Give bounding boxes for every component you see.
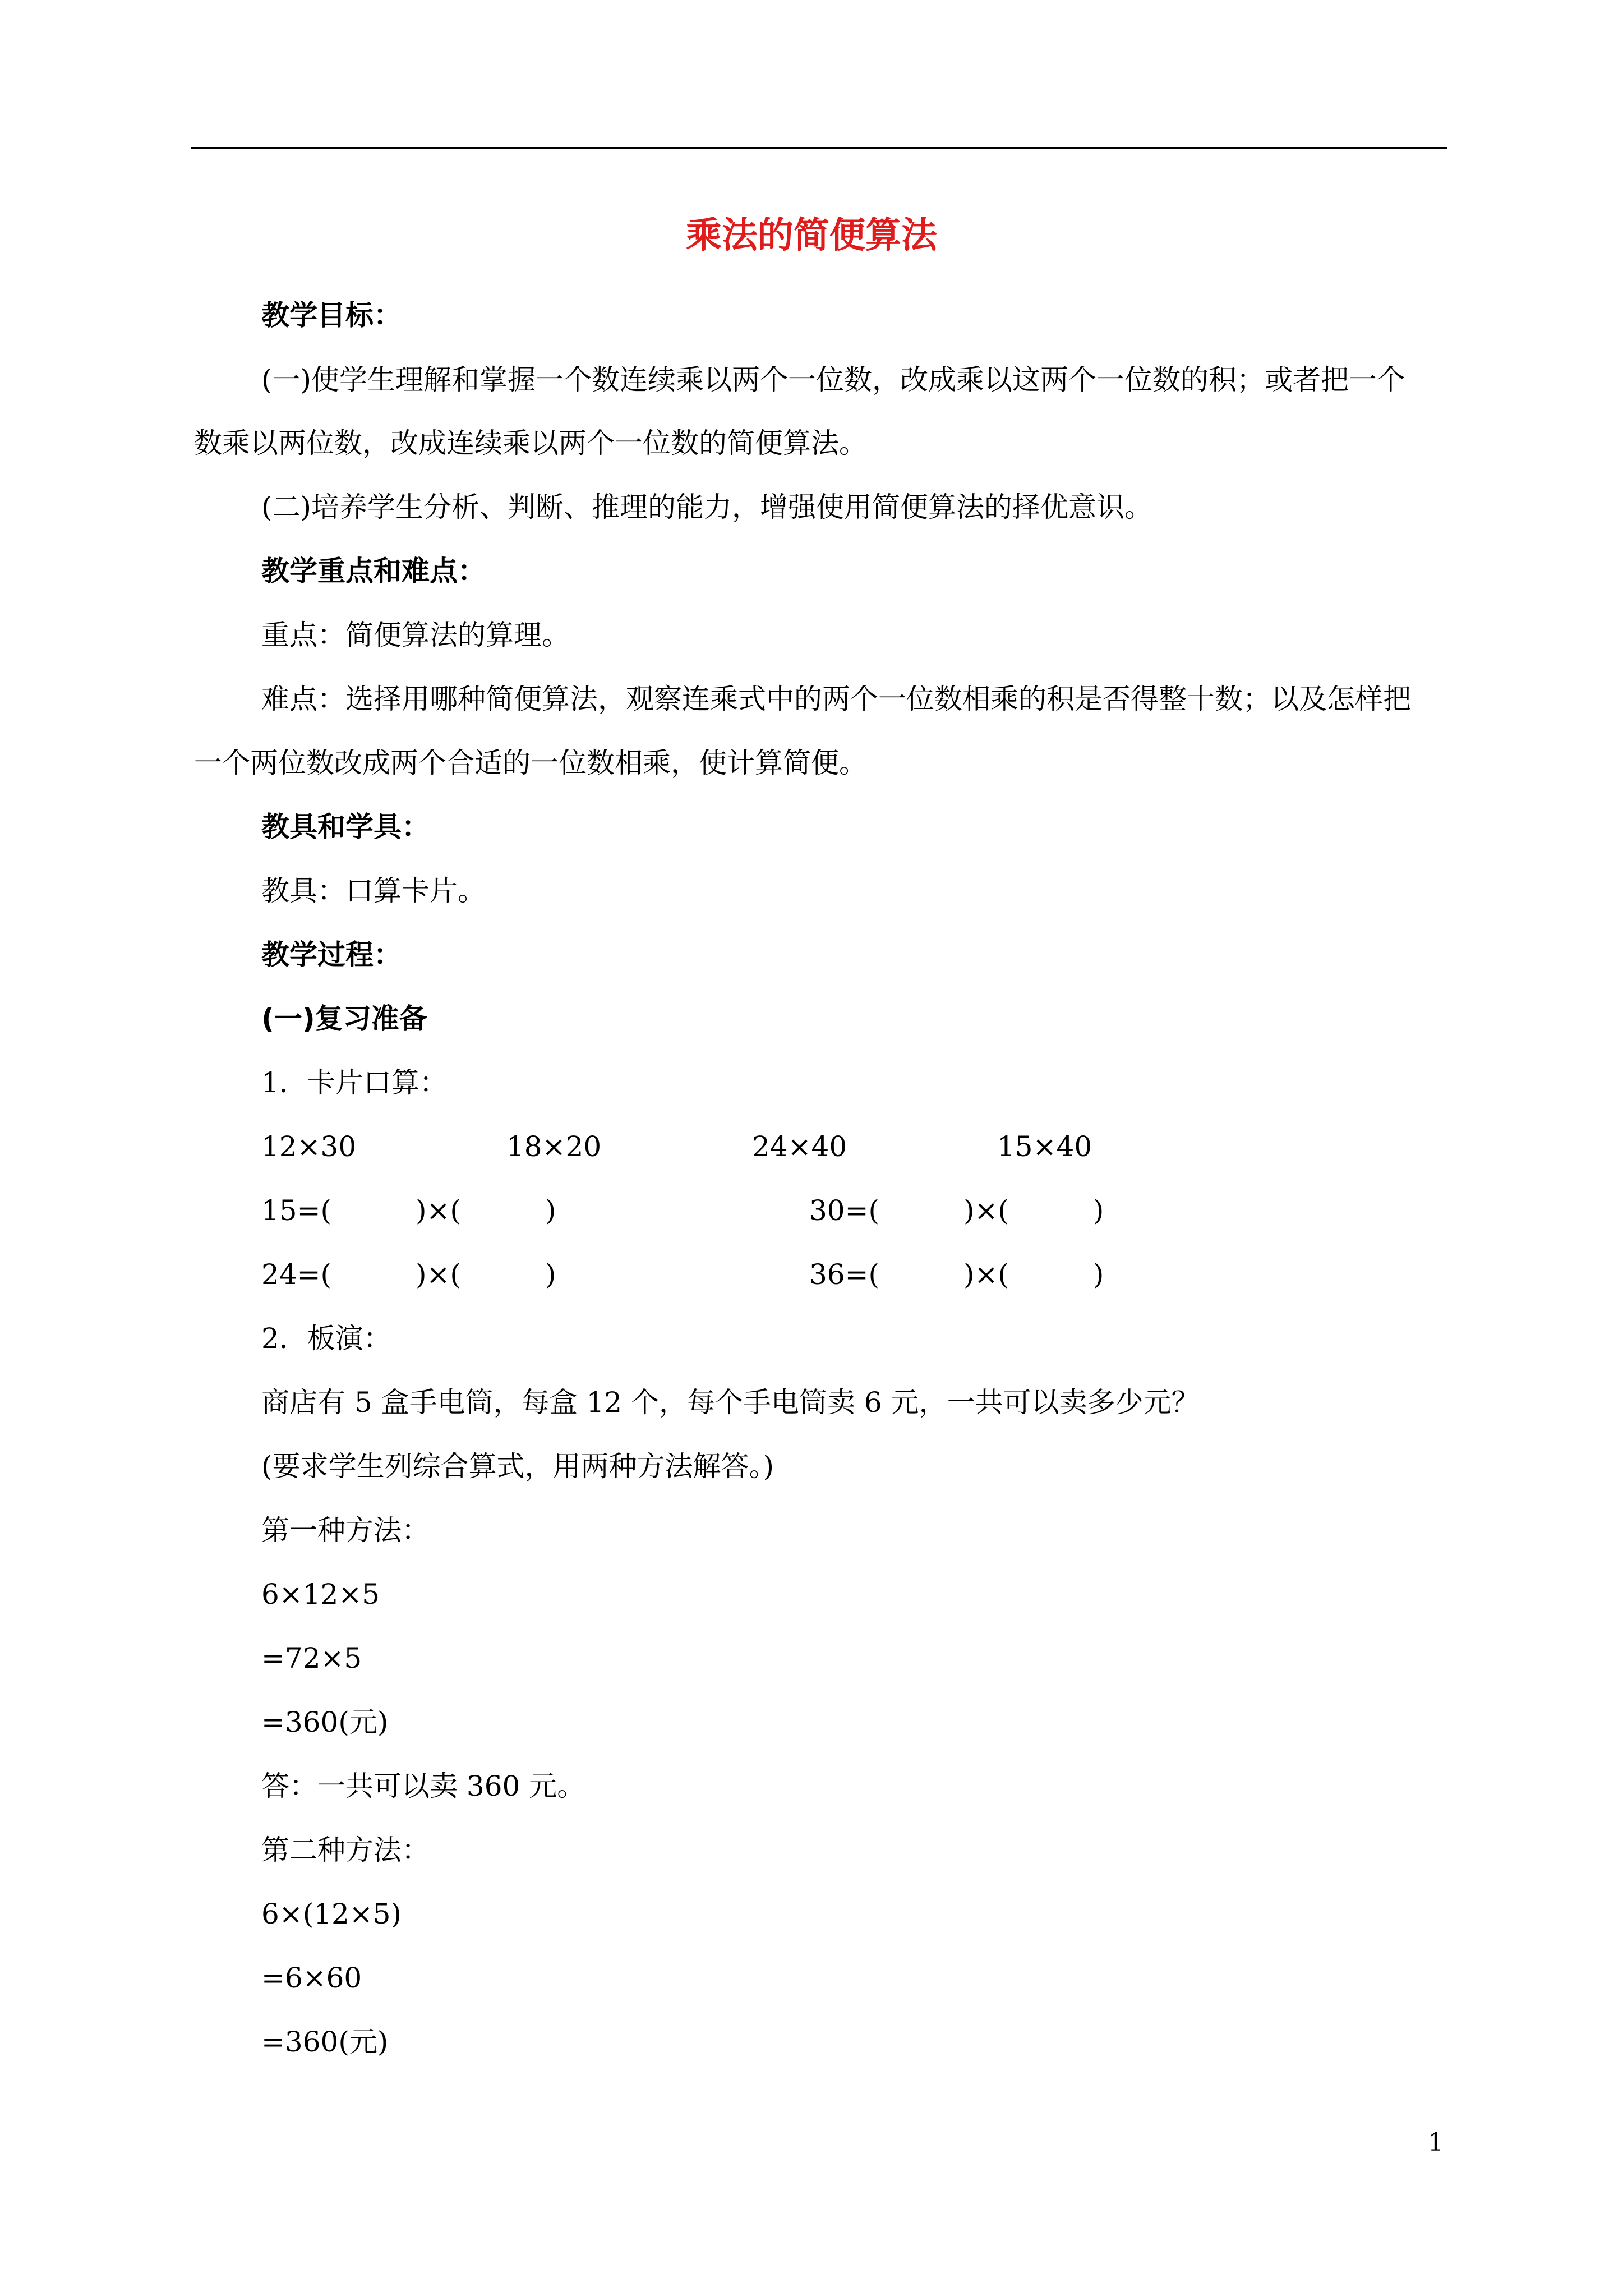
card-expression: 24×40 — [752, 1130, 847, 1163]
page-number: 1 — [1428, 2128, 1444, 2157]
card-expression: 18×20 — [506, 1130, 602, 1163]
objectives-heading: 教学目标： — [261, 299, 402, 332]
fill-blank-expression: 15=( )×( ) — [261, 1194, 556, 1227]
header-rule — [191, 147, 1447, 149]
fill-blank-expression: 36=( )×( ) — [809, 1258, 1104, 1291]
key-focus: 重点：简便算法的算理。 — [261, 619, 570, 651]
card-expression: 15×40 — [997, 1130, 1092, 1163]
fill-blank-expression: 30=( )×( ) — [809, 1194, 1104, 1227]
requirement-note: (要求学生列综合算式，用两种方法解答。) — [261, 1450, 774, 1483]
card-expression: 12×30 — [261, 1130, 357, 1163]
method-1-step: =72×5 — [261, 1642, 362, 1674]
objective-1-line2: 数乘以两位数，改成连续乘以两个一位数的简便算法。 — [194, 427, 867, 459]
key-difficulty-line2: 一个两位数改成两个合适的一位数相乘，使计算简便。 — [194, 747, 867, 779]
tools-content: 教具：口算卡片。 — [261, 875, 486, 907]
method-2-heading: 第二种方法： — [261, 1834, 430, 1866]
process-heading: 教学过程： — [261, 938, 402, 971]
objective-2: (二)培养学生分析、判断、推理的能力，增强使用简便算法的择优意识。 — [261, 491, 1153, 523]
key-difficulty-line1: 难点：选择用哪种简便算法，观察连乘式中的两个一位数相乘的积是否得整十数；以及怎样把 — [261, 683, 1411, 715]
method-2-step: =6×60 — [261, 1962, 362, 1994]
method-1-step: 6×12×5 — [261, 1578, 380, 1611]
process-section-1: (一)复习准备 — [261, 1002, 427, 1035]
method-2-step: 6×(12×5) — [261, 1898, 402, 1930]
card-heading: 1．卡片口算： — [261, 1066, 448, 1099]
method-2-step: =360(元) — [261, 2026, 389, 2058]
fill-blank-expression: 24=( )×( ) — [261, 1258, 556, 1291]
page-title: 乘法的简便算法 — [686, 215, 937, 256]
tools-heading: 教具和学具： — [261, 811, 430, 843]
method-1-answer: 答：一共可以卖 360 元。 — [261, 1770, 585, 1802]
word-problem: 商店有 5 盒手电筒，每盒 12 个，每个手电筒卖 6 元，一共可以卖多少元？ — [261, 1386, 1200, 1419]
key-points-heading: 教学重点和难点： — [261, 555, 486, 587]
method-1-step: =360(元) — [261, 1706, 389, 1738]
objective-1-line1: (一)使学生理解和掌握一个数连续乘以两个一位数，改成乘以这两个一位数的积；或者把一个 — [261, 364, 1405, 396]
method-1-heading: 第一种方法： — [261, 1514, 430, 1547]
board-heading: 2．板演： — [261, 1322, 391, 1355]
